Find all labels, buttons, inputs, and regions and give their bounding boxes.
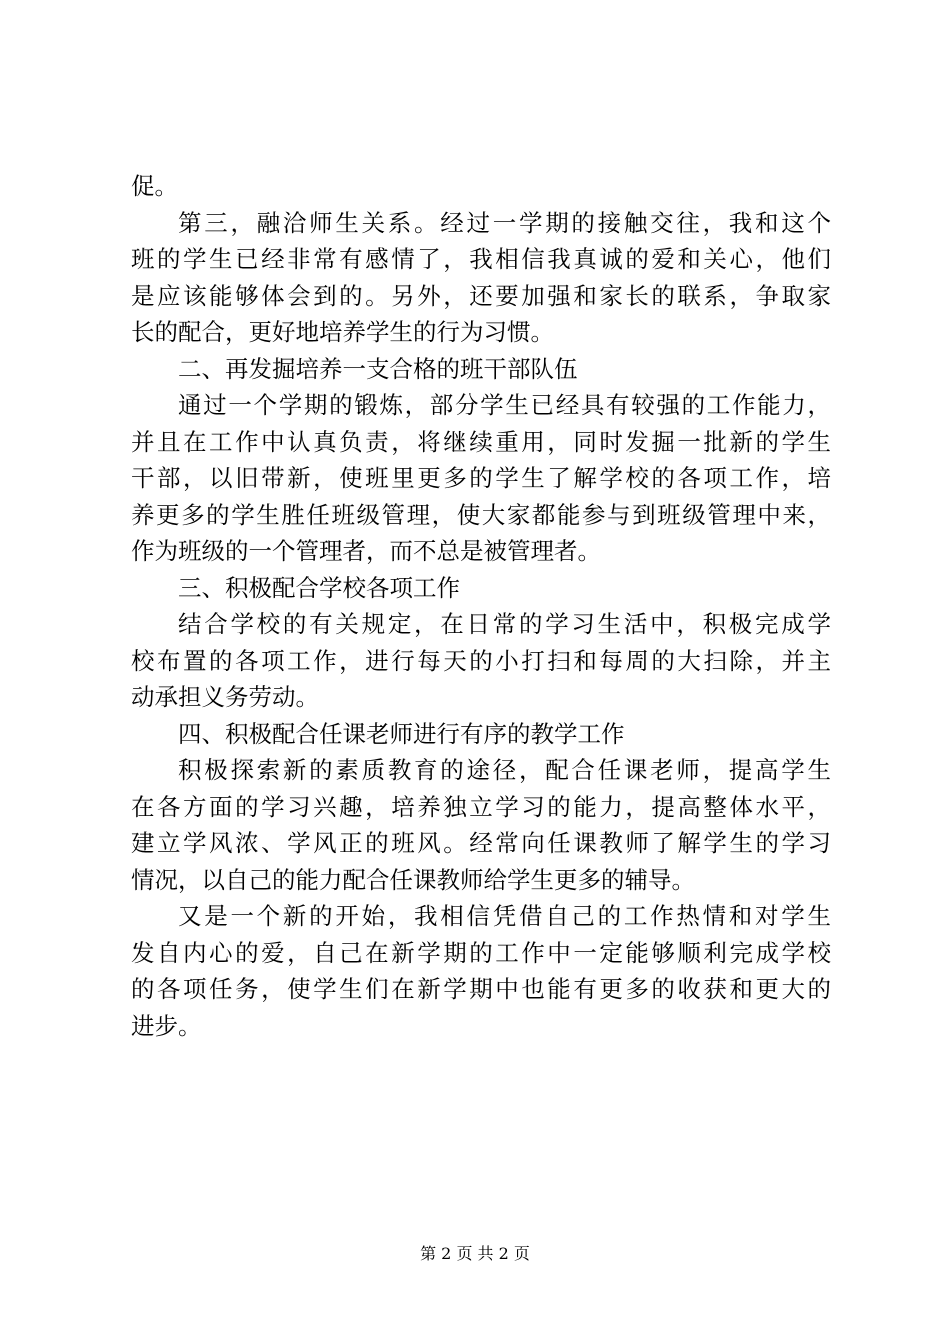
- section-heading: 三、积极配合学校各项工作: [178, 573, 460, 602]
- text-line: 积极探索新的素质教育的途径，配合任课老师，提高学生: [178, 756, 831, 784]
- text-line: 养更多的学生胜任班级管理，使大家都能参与到班级管理中来，: [131, 500, 831, 529]
- text-line: 动承担义务劳动。: [131, 683, 319, 711]
- text-line: 班的学生已经非常有感情了，我相信我真诚的爱和关心，他们: [131, 245, 831, 273]
- text-line: 校布置的各项工作，进行每天的小打扫和每周的大扫除，并主: [131, 646, 831, 675]
- text-line: 长的配合，更好地培养学生的行为习惯。: [131, 318, 554, 346]
- text-line: 干部，以旧带新，使班里更多的学生了解学校的各项工作，培: [131, 464, 831, 492]
- text-line: 第三，融洽师生关系。经过一学期的接触交往，我和这个: [178, 208, 831, 237]
- text-line: 作为班级的一个管理者，而不总是被管理者。: [131, 537, 601, 565]
- text-line: 的各项任务，使学生们在新学期中也能有更多的收获和更大的: [131, 975, 831, 1003]
- text-line: 发自内心的爱，自己在新学期的工作中一定能够顺利完成学校: [131, 938, 831, 967]
- text-line: 结合学校的有关规定，在日常的学习生活中，积极完成学: [178, 610, 831, 638]
- section-heading: 二、再发掘培养一支合格的班干部队伍: [178, 354, 578, 383]
- text-line: 进步。: [131, 1011, 202, 1040]
- page-number: 第 2 页 共 2 页: [420, 1244, 530, 1263]
- text-line: 在各方面的学习兴趣，培养独立学习的能力，提高整体水平，: [131, 792, 831, 821]
- text-line: 建立学风浓、学风正的班风。经常向任课教师了解学生的学习: [131, 829, 831, 857]
- text-line: 是应该能够体会到的。另外，还要加强和家长的联系，争取家: [131, 281, 831, 310]
- section-heading: 四、积极配合任课老师进行有序的教学工作: [178, 719, 625, 748]
- text-line: 并且在工作中认真负责，将继续重用，同时发掘一批新的学生: [131, 427, 831, 456]
- text-line: 促。: [131, 172, 178, 200]
- text-line: 通过一个学期的锻炼，部分学生已经具有较强的工作能力，: [178, 391, 831, 419]
- text-line: 情况，以自己的能力配合任课教师给学生更多的辅导。: [131, 865, 695, 894]
- text-line: 又是一个新的开始，我相信凭借自己的工作热情和对学生: [178, 902, 831, 930]
- document-body: [131, 168, 831, 1044]
